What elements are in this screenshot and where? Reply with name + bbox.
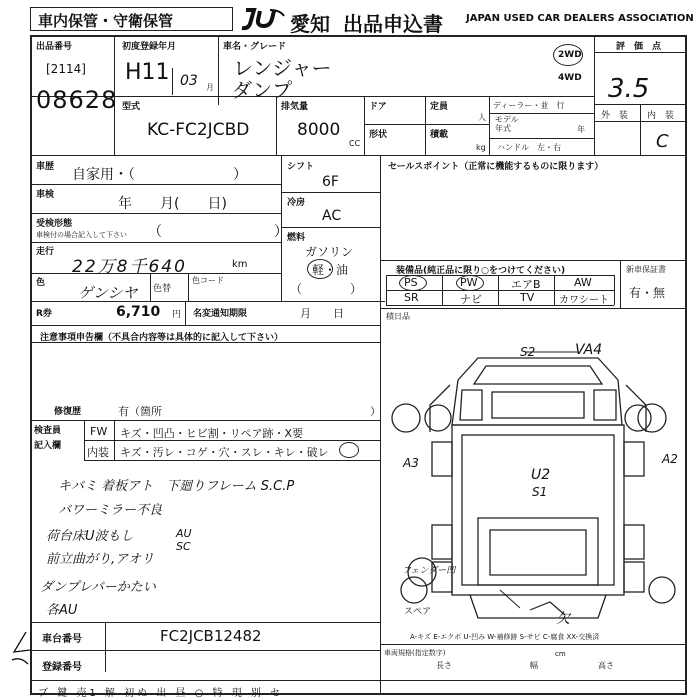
- capacity-label: 定員: [430, 102, 449, 112]
- form-title: 出品申込書: [343, 12, 443, 36]
- cc-unit: CC: [349, 139, 361, 148]
- fw-items: キズ・凹凸・ヒビ割・リペア跡・X要: [120, 427, 304, 440]
- storage-label: 車内保管・守衛保管: [38, 12, 174, 30]
- model-name-line1: レンジャー: [233, 56, 332, 80]
- footer-strip: ブ 鍵 売1 解 初ぬ 出 昼 ○ 特 現 別 セ: [38, 688, 284, 699]
- tax-unit: 円: [172, 310, 182, 320]
- type-label: 型式: [122, 102, 141, 112]
- equip-ps: PS: [404, 276, 418, 289]
- color-change-label: 色替: [153, 284, 172, 294]
- rating-exterior-label: 外 装: [601, 111, 629, 121]
- drive-4wd: 4WD: [558, 73, 582, 83]
- model-year-label: モデル 年式: [495, 115, 519, 133]
- handwritten-note-6: 各AU: [46, 603, 78, 618]
- tax-value: 6,710: [116, 304, 161, 320]
- rating-score: 3.5: [608, 74, 650, 104]
- type-value: KC-FC2JCBD: [147, 120, 250, 140]
- load-label: 積載: [430, 130, 449, 140]
- cm-unit: cm: [555, 650, 566, 658]
- brand-name: 愛知: [290, 12, 330, 36]
- mark-center1: U2: [531, 467, 551, 483]
- lot-label: 出品番号: [36, 42, 73, 52]
- handle-label: ハンドル 左・右: [497, 143, 561, 152]
- mileage-unit: km: [232, 259, 248, 270]
- width-label: 幅: [530, 661, 538, 670]
- shift-value: 6F: [322, 174, 339, 190]
- model-label: 車名・グレード: [223, 42, 287, 52]
- pickup-label: 受検形態: [36, 219, 73, 229]
- doors-label: ドア: [369, 102, 387, 112]
- margin-scribble: [6, 630, 36, 674]
- handwritten-note-3: 荷台床U波もし: [46, 529, 134, 544]
- chassis-label: 車台番号: [42, 634, 82, 645]
- equip-sr: SR: [404, 291, 419, 304]
- displacement-label: 排気量: [281, 102, 309, 112]
- notice-label: 名変通知期限: [193, 309, 248, 319]
- mileage-label: 走行: [36, 247, 55, 257]
- mark-spare: スペア: [404, 607, 432, 617]
- handwritten-side-note: AU SC: [176, 527, 192, 553]
- torn-circle: [339, 442, 359, 458]
- fuel-option: 軽・油: [312, 263, 349, 277]
- chassis-value: FC2JCB12482: [160, 627, 262, 645]
- color-label: 色: [36, 278, 46, 288]
- year-unit: 年: [577, 125, 585, 134]
- rating-interior-label: 内 装: [647, 111, 675, 121]
- mark-fender: フェンダー凹: [402, 566, 456, 576]
- persons-unit: 人: [478, 113, 486, 122]
- fuel-paren: （ ）: [290, 282, 363, 296]
- pickup-note: 車検付の場合記入して下さい: [36, 231, 127, 239]
- handwritten-note-5: ダンプレバーかたい: [40, 580, 156, 595]
- equip-seat: カワシート: [559, 295, 609, 306]
- pickup-value: （ ）: [148, 224, 288, 240]
- lot-number: 08628: [36, 86, 118, 114]
- equip-airbag: エアB: [511, 278, 541, 291]
- reg-number-label: 登録番号: [42, 662, 82, 673]
- color-code-label: 色コード: [192, 276, 224, 285]
- repair-label: 修復歴: [54, 407, 82, 417]
- inspection-value: 年 月( 日): [118, 196, 227, 212]
- kg-unit: kg: [476, 143, 486, 152]
- notice-value: 月 日: [300, 307, 344, 320]
- logo-mark-text: JU: [0, 0, 2, 1]
- length-label: 長さ: [436, 661, 452, 670]
- equip-tv: TV: [520, 291, 535, 304]
- mark-center2: S1: [532, 485, 548, 499]
- handwritten-note-2: バワーミラー不良: [58, 503, 163, 518]
- warranty-label: 新車保証書: [626, 265, 666, 274]
- inspection-label: 車検: [36, 190, 55, 200]
- drive-2wd: 2WD: [558, 50, 582, 60]
- mark-right: A2: [662, 452, 678, 466]
- equip-navi: ナビ: [460, 293, 482, 306]
- model-name-line2: ダンプ: [232, 78, 293, 102]
- handwritten-note-1: キバミ 着板アト 下廻りフレーム S.C.P: [58, 479, 295, 494]
- handwritten-note-4: 前立曲がり,アオリ: [46, 552, 155, 567]
- ac-value: AC: [322, 208, 342, 224]
- usage-value: 自家用・（ ）: [72, 167, 247, 183]
- registration-month-unit: 月: [206, 83, 214, 92]
- dealer-label: ディーラー・並 行: [493, 101, 565, 110]
- shape-label: 形状: [369, 130, 388, 140]
- warranty-value: 有・無: [629, 286, 666, 300]
- ac-label: 冷房: [287, 198, 306, 208]
- association-name: JAPAN USED CAR DEALERS ASSOCIATION: [466, 13, 694, 24]
- displacement-value: 8000: [297, 120, 341, 140]
- damage-legend: A-キズ E-エクボ U-凹み W-補修跡 S-サビ C-腐食 XX-交換済: [410, 633, 600, 641]
- usage-label: 車歴: [36, 162, 55, 172]
- repair-close: ）: [370, 405, 381, 418]
- repair-value: 有（箇所: [118, 405, 162, 418]
- fuel-value: ガソリン: [305, 245, 354, 259]
- inspector-interior-label: 内装: [87, 446, 109, 459]
- equipment-label: 装備品(純正品に限り○をつけてください): [396, 266, 566, 276]
- registration-month: 03: [180, 73, 198, 89]
- shift-label: シフト: [287, 162, 315, 172]
- inspector-interior-items: キズ・汚レ・コゲ・穴・スレ・キレ・破レ: [120, 446, 329, 459]
- tax-label: R券: [36, 309, 52, 319]
- delivery-date-label: 積日品: [386, 312, 410, 321]
- inspector-label: 検査員 記入欄: [34, 426, 62, 451]
- equip-aw: AW: [574, 276, 592, 289]
- fuel-label: 燃料: [287, 233, 306, 243]
- fw-label: FW: [90, 425, 108, 438]
- lot-code: [2114]: [46, 62, 86, 76]
- rating-label: 評 価 点: [616, 42, 662, 52]
- ju-logo: [240, 6, 286, 32]
- mileage-value: 22万8千640: [72, 257, 187, 277]
- selling-points-label: セールスポイント（正常に機能するものに限ります）: [388, 162, 604, 172]
- registration-label: 初度登録年月: [122, 42, 177, 52]
- vehicle-spec-label: 車両規格(指定数字): [384, 649, 446, 657]
- equip-pw: PW: [460, 276, 478, 289]
- mark-left: A3: [403, 456, 419, 470]
- mark-top1: S2: [520, 345, 536, 359]
- report-label: 注意事項申告欄（不具合内容等は具体的に記入して下さい）: [40, 333, 284, 343]
- mark-missing: 欠: [556, 611, 570, 627]
- mark-top2: VA4: [575, 342, 603, 358]
- registration-era: H11: [125, 60, 170, 85]
- rating-interior-value: C: [656, 131, 669, 152]
- color-value: ゲンシヤ: [78, 284, 138, 302]
- height-label: 高さ: [598, 661, 614, 670]
